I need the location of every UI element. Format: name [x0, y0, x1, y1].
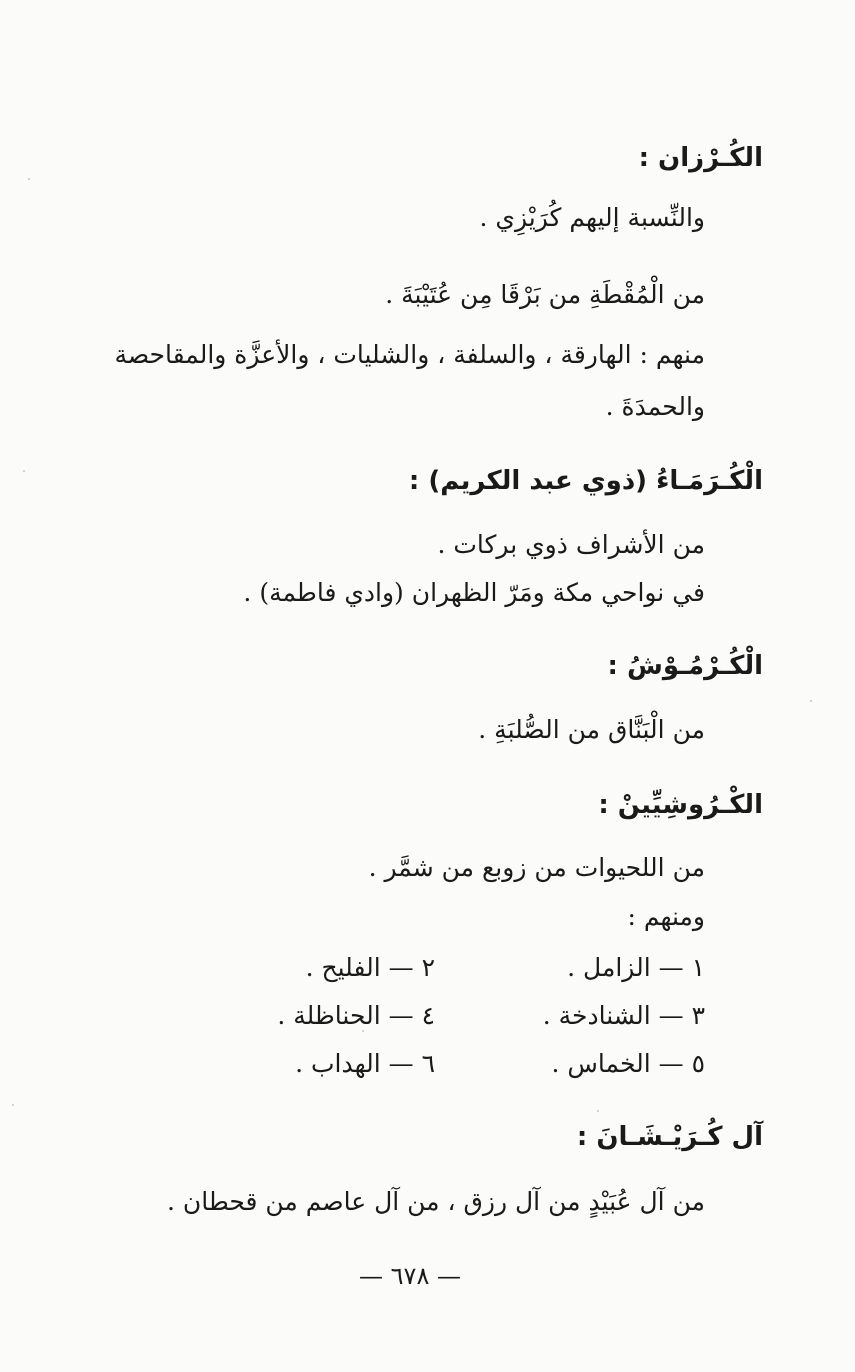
- entry-heading: الْكُـرْمُـوْشُ :: [607, 651, 763, 681]
- entry-heading: الْكُـرَمَـاءُ (ذوي عبد الكريم) :: [408, 466, 763, 496]
- scan-speck: [12, 1104, 14, 1106]
- entry-heading: آل كُـرَيْـشَـانَ :: [576, 1122, 763, 1152]
- entry-text: من الْمُقْطَةِ من بَرْقَا مِن عُتَيْبَةَ .: [385, 280, 705, 309]
- entry-text: في نواحي مكة ومَرّ الظهران (وادي فاطمة) .: [243, 578, 705, 607]
- list-item: ٦ — الهداب .: [295, 1049, 435, 1078]
- entry-text: والنِّسبة إليهم كُرَيْزِي .: [479, 203, 705, 232]
- scan-speck: [362, 1030, 364, 1032]
- list-item: ٢ — الفليح .: [305, 953, 435, 982]
- entry-text: والحمدَةَ .: [605, 392, 705, 421]
- entry-text: من الأشراف ذوي بركات .: [437, 530, 705, 559]
- entry-text: منهم : الهارقة ، والسلفة ، والشليات ، والأعزَّة والمقاحصة: [114, 340, 705, 369]
- entry-text: ومنهم :: [627, 902, 705, 931]
- list-item: ٤ — الحناظلة .: [277, 1001, 435, 1030]
- scan-speck: [28, 178, 30, 180]
- entry-text: من آل عُبَيْدٍ من آل رزق ، من آل عاصم من قحطان .: [166, 1187, 705, 1216]
- entry-heading: الكْـرُوشِيِّينْ :: [598, 790, 763, 820]
- scan-speck: [23, 470, 25, 472]
- entry-heading: الكُـرْزان :: [638, 143, 763, 173]
- list-item: ٣ — الشنادخة .: [542, 1001, 705, 1030]
- list-item: ١ — الزامل .: [567, 953, 705, 982]
- entry-text: من اللحيوات من زوبع من شمَّر .: [368, 853, 705, 882]
- entry-text: من الْبَنَّاق من الصُّلبَةِ .: [478, 715, 705, 744]
- scan-speck: [597, 1110, 599, 1112]
- list-item: ٥ — الخماس .: [551, 1049, 705, 1078]
- page-number: — ٦٧٨ —: [359, 1262, 461, 1290]
- scan-speck: [810, 700, 812, 702]
